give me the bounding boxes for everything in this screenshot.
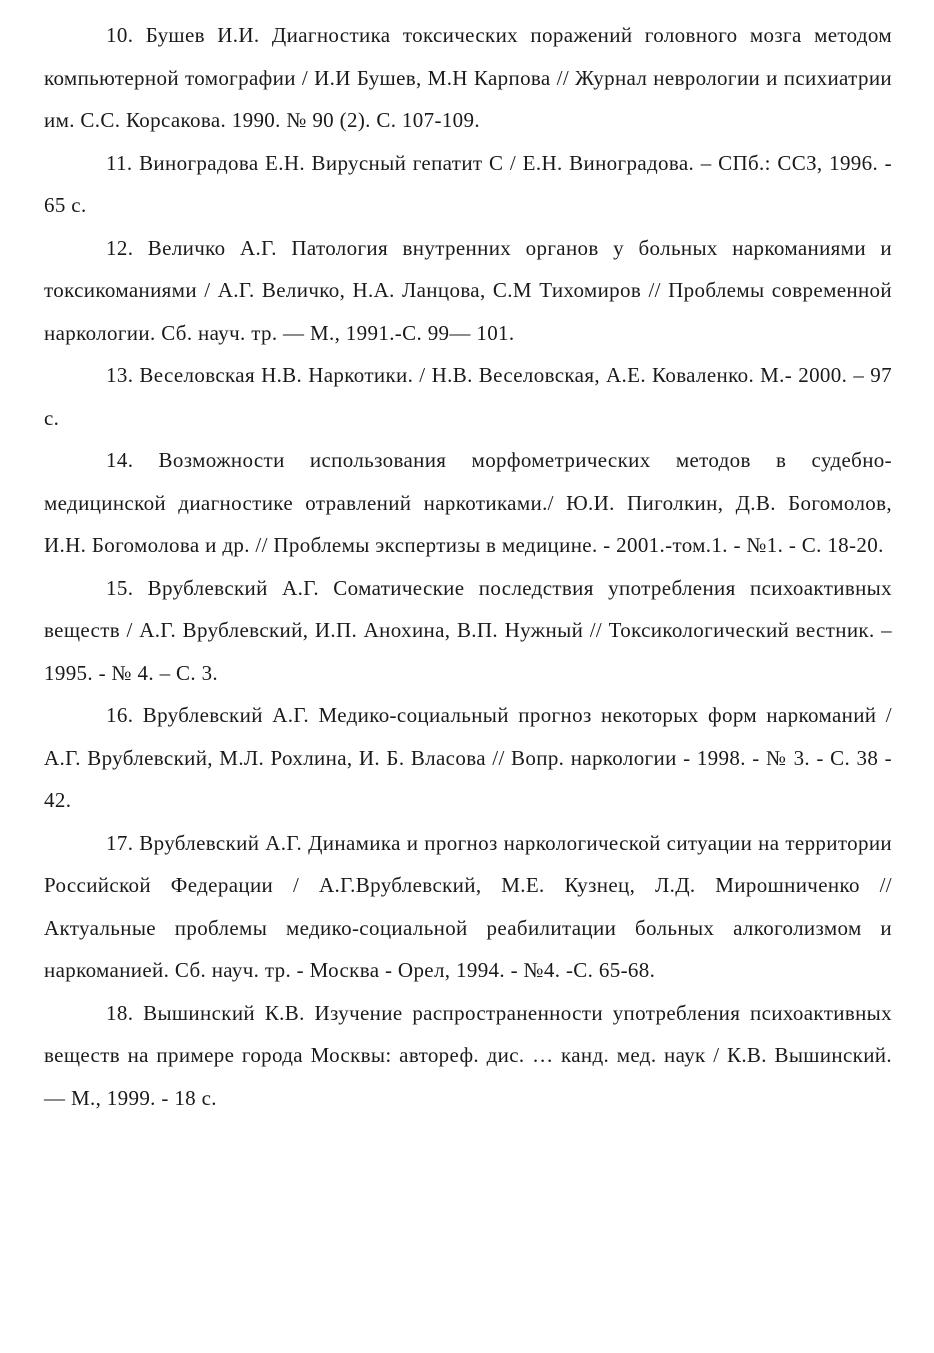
reference-item-17: 17. Врублевский А.Г. Динамика и прогноз наркологической ситуации на территории Российской Федерации / А.Г.Врублевский, М.Е. Кузнец, Л.Д. Мирошниченко // Актуальные проблемы медико-социальной реабилитации больных алкоголизмом и наркоманией. Сб. науч. тр. - Москва - Орел, 1994. - №4. -С. 65-68. — [44, 830, 892, 982]
reference-item-18: 18. Вышинский К.В. Изучение распространенности употребления психоактивных веществ на примере города Москвы: автореф. дис. … канд. мед. наук / К.В. Вышинский. — М., 1999. - 18 с. — [44, 1000, 892, 1110]
reference-item-11: 11. Виноградова Е.Н. Вирусный гепатит С / Е.Н. Виноградова. – СПб.: ССЗ, 1996. - 65 с. — [44, 150, 892, 217]
reference-item-12: 12. Величко А.Г. Патология внутренних органов у больных наркоманиями и токсикоманиями / А.Г. Величко, Н.А. Ланцова, С.М Тихомиров // Проблемы современной наркологии. Сб. науч. тр. — М., 1991.-С. 99— 101. — [44, 235, 892, 345]
reference-item-14: 14. Возможности использования морфометрических методов в судебно-медицинской диагностике отравлений наркотиками./ Ю.И. Пиголкин, Д.В. Богомолов, И.Н. Богомолова и др. // Проблемы экспертизы в медицине. - 2001.-том.1. - №1. - С. 18-20. — [44, 448, 892, 557]
reference-item-16: 16. Врублевский А.Г. Медико-социальный прогноз некоторых форм наркоманий / А.Г. Врублевский, М.Л. Рохлина, И. Б. Власова // Вопр. наркологии - 1998. - № 3. - С. 38 - 42. — [44, 703, 892, 812]
reference-item-13: 13. Веселовская Н.В. Наркотики. / Н.В. Веселовская, А.Е. Коваленко. М.- 2000. – 97 с. — [44, 363, 892, 430]
reference-item-10: 10. Бушев И.И. Диагностика токсических поражений головного мозга методом компьютерной томографии / И.И Бушев, М.Н Карпова // Журнал неврологии и психиатрии им. С.С. Корсакова. 1990. № 90 (2). С. 107-109. — [44, 23, 892, 132]
reference-list — [44, 14, 892, 1119]
reference-item-15: 15. Врублевский А.Г. Соматические последствия употребления психоактивных веществ / А.Г. Врублевский, И.П. Анохина, В.П. Нужный // Токсикологический вестник. – 1995. - № 4. – С. 3. — [44, 575, 892, 685]
